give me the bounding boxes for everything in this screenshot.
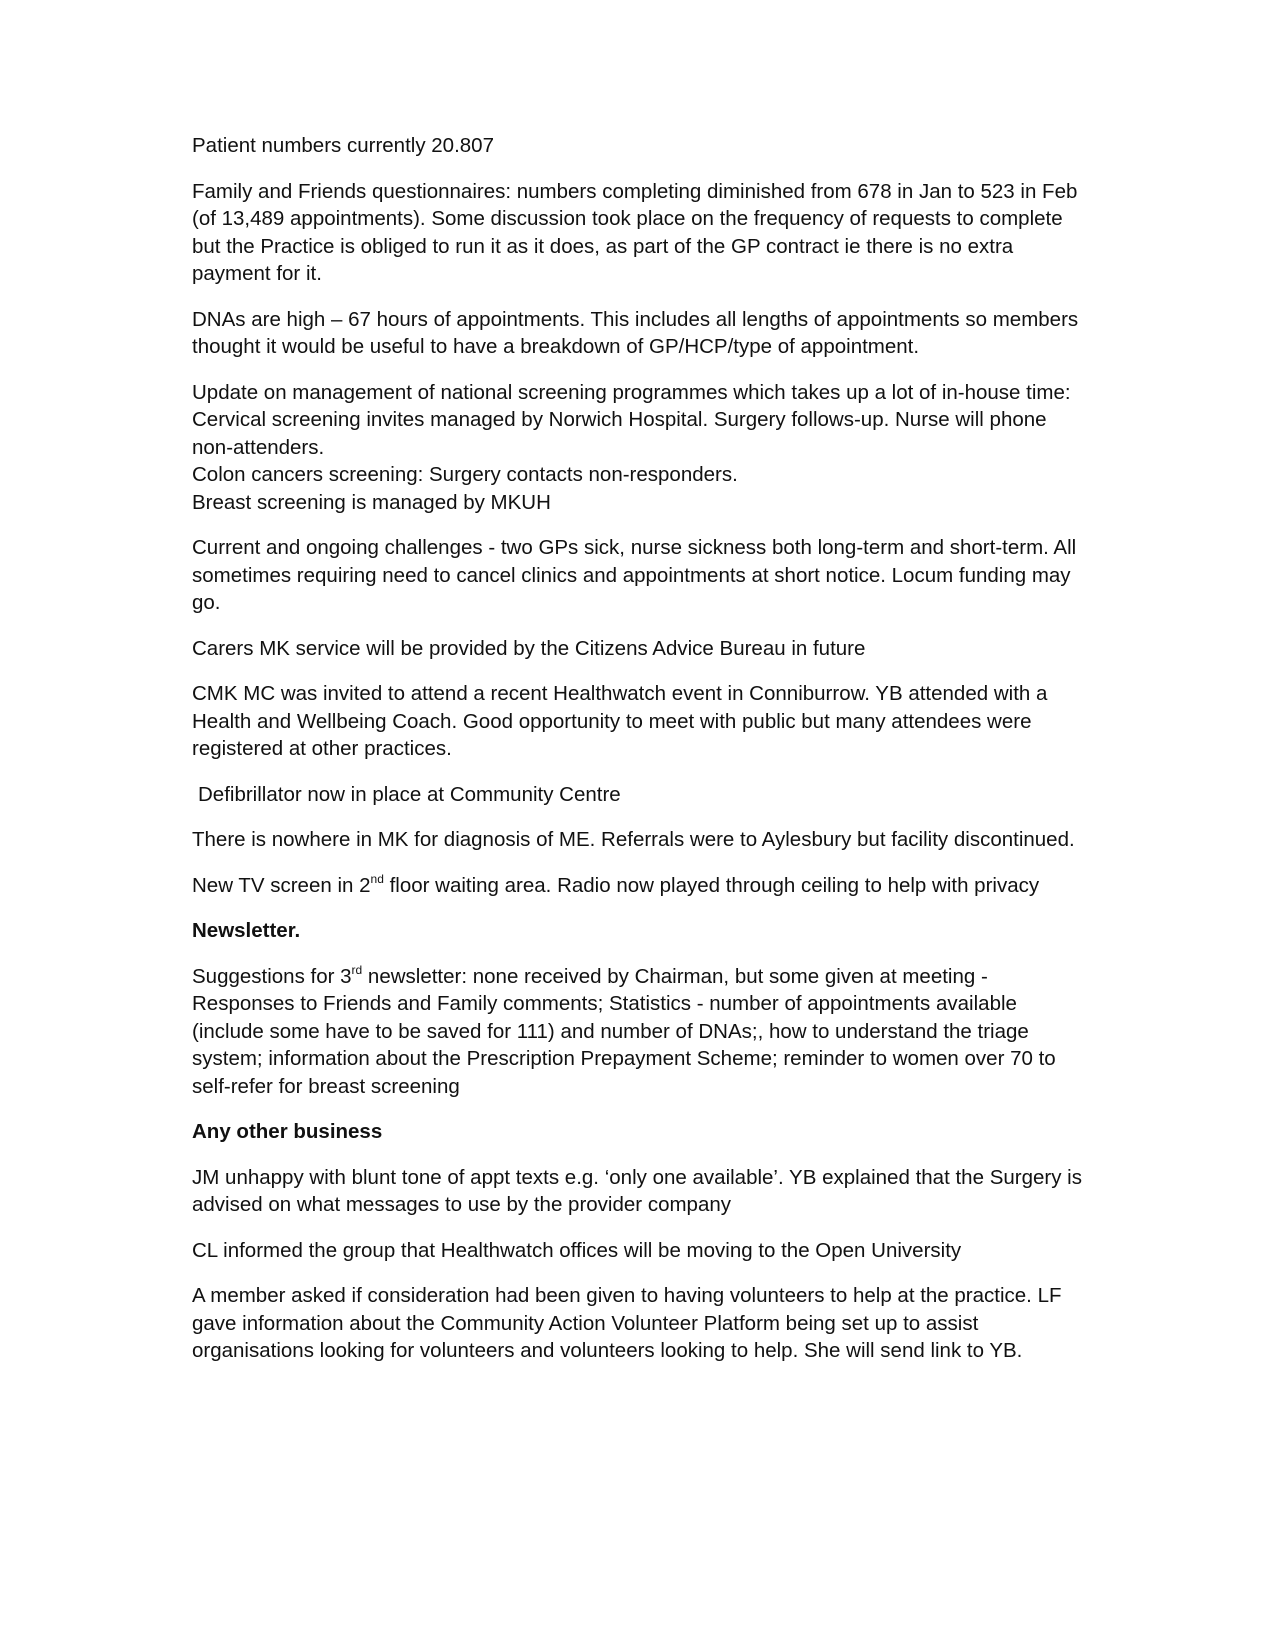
aob-heading: Any other business xyxy=(192,1120,383,1143)
patient-numbers-paragraph: Patient numbers currently 20.807 xyxy=(192,134,494,157)
dnas-paragraph: DNAs are high – 67 hours of appointments. This includes all lengths of appointments so members thought it would be useful to have a breakdown of GP/HCP/type of appointment. xyxy=(192,307,1079,358)
tv-screen-text-end: floor waiting area. Radio now played through ceiling to help with privacy xyxy=(383,873,1040,897)
screening-paragraph: Update on management of national screening programmes which takes up a lot of in-house time: Cervical screening invites managed by Norwich Hospital. Surgery follows-up. Nurse will phone non-attenders. xyxy=(192,380,1071,459)
tv-screen-text-start: New TV screen in 2 xyxy=(192,873,371,897)
challenges-paragraph: Current and ongoing challenges - two GPs sick, nurse sickness both long-term and short-term. All sometimes requiring need to cancel clinics and appointments at short notice. Locum funding may go. xyxy=(192,536,1077,614)
carers-paragraph: Carers MK service will be provided by the Citizens Advice Bureau in future xyxy=(192,636,866,660)
newsletter-text-end: newsletter: none received by Chairman, but some given at meeting - Responses to Friends and Family comments; Statistics - number of appointments available (include some have to be saved for 111) and number of DNAs;, how to understand the triage system; information about the Prescription Prepayment Scheme; reminder to women over 70 to self-refer for breast screening xyxy=(192,964,1056,1098)
newsletter-ordinal: rd xyxy=(351,962,363,977)
newsletter-text-start: Suggestions for 3 xyxy=(192,964,352,988)
healthwatch-event-paragraph: CMK MC was invited to attend a recent Healthwatch event in Conniburrow. YB attended with a Health and Wellbeing Coach. Good opportunity to meet with public but many attendees were registered at other practices. xyxy=(192,682,1048,760)
newsletter-heading: Newsletter. xyxy=(192,919,301,942)
document-body xyxy=(192,132,1082,1383)
defibrillator-paragraph: Defibrillator now in place at Community Centre xyxy=(198,782,621,806)
tv-screen-ordinal: nd xyxy=(370,871,384,886)
appt-texts-paragraph: JM unhappy with blunt tone of appt texts e.g. ‘only one available’. YB explained that the Surgery is advised on what messages to use by the provider company xyxy=(192,1165,1082,1216)
family-friends-paragraph: Family and Friends questionnaires: numbers completing diminished from 678 in Jan to 523 in Feb (of 13,489 appointments). Some discussion took place on the frequency of requests to complete but the Practice is obliged to run it as it does, as part of the GP contract ie there is no extra payment for it. xyxy=(192,179,1078,285)
colon-screening-line: Colon cancers screening: Surgery contacts non-responders. xyxy=(192,463,738,486)
breast-screening-line: Breast screening is managed by MKUH xyxy=(192,490,551,514)
newsletter-paragraph xyxy=(192,963,1082,1101)
volunteers-paragraph: A member asked if consideration had been given to having volunteers to help at the practice. LF gave information about the Community Action Volunteer Platform being set up to assist organisations looking for volunteers and volunteers looking to help. She will send link to YB. xyxy=(192,1284,1062,1362)
tv-screen-paragraph xyxy=(192,872,1082,900)
me-diagnosis-paragraph: There is nowhere in MK for diagnosis of ME. Referrals were to Aylesbury but facility discontinued. xyxy=(192,828,1075,851)
healthwatch-move-paragraph: CL informed the group that Healthwatch offices will be moving to the Open University xyxy=(192,1238,962,1262)
